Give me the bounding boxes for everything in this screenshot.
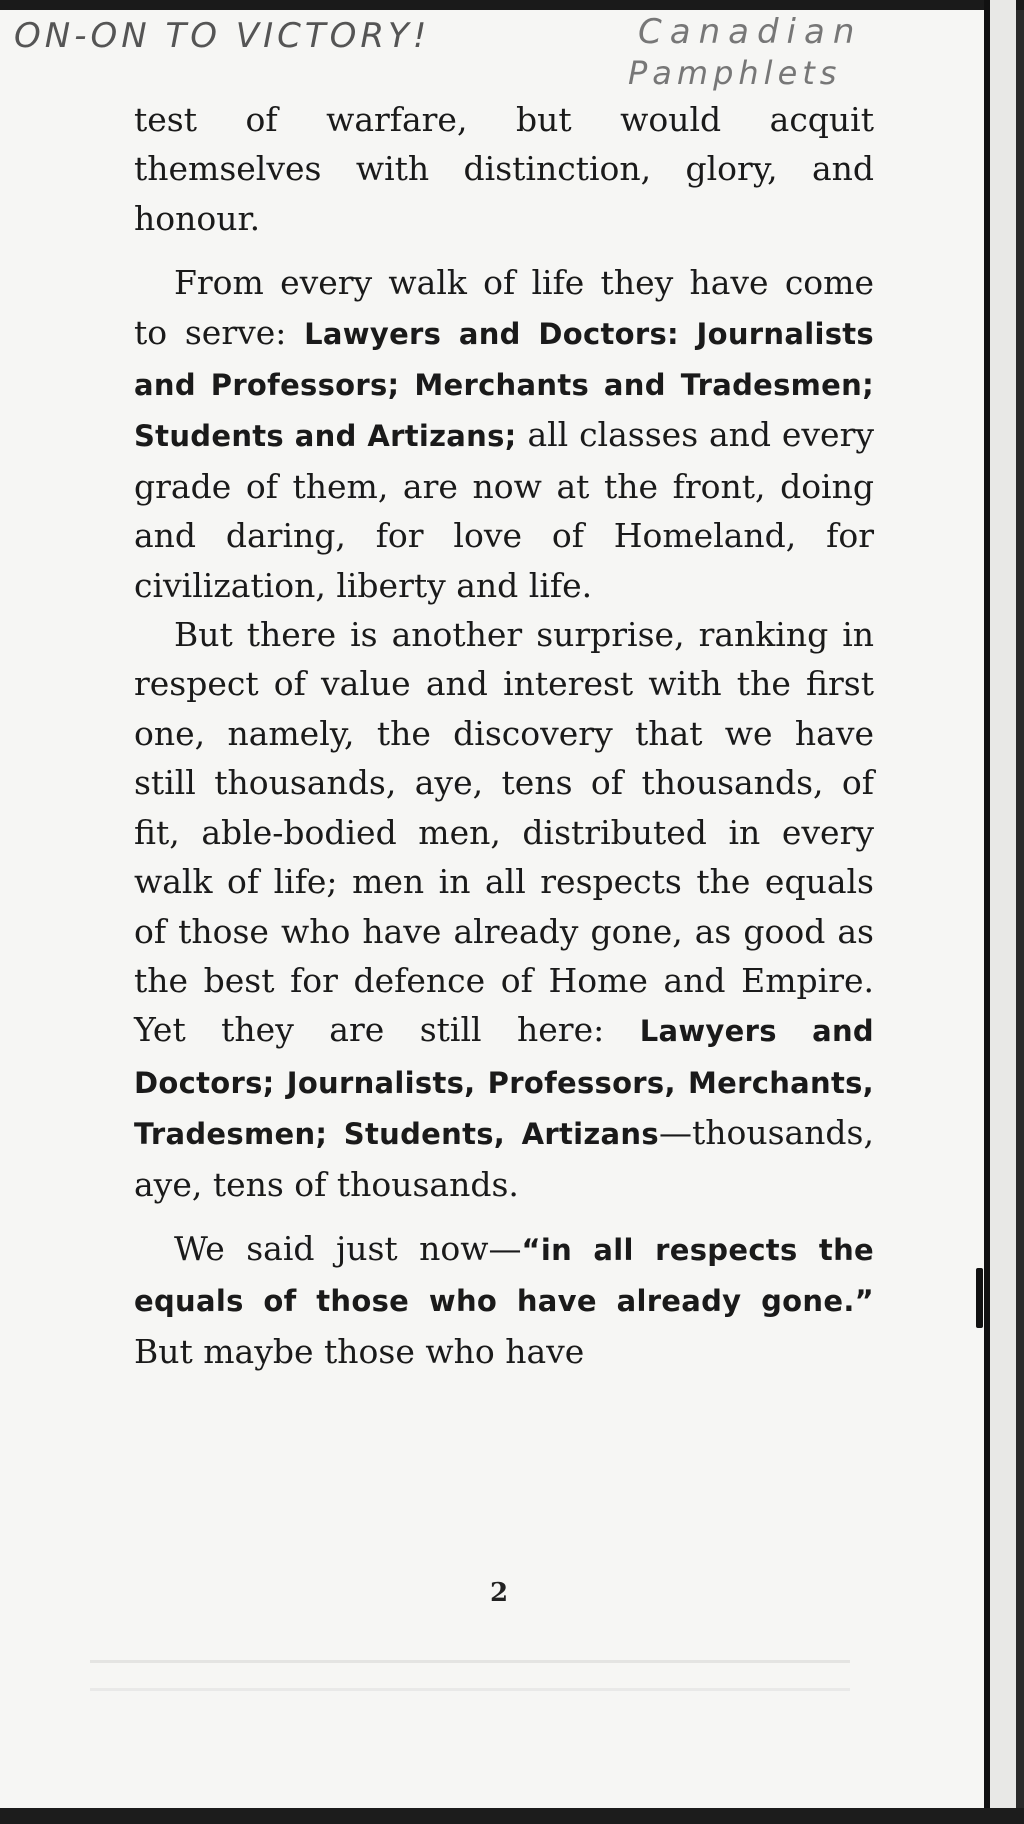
paragraph-1 (134, 95, 874, 243)
handwritten-note-title: ON-ON TO VICTORY! (14, 16, 431, 56)
text-run: test of warfare, but would acquit themselves with distinction, glory, and honour. (134, 100, 874, 238)
paragraph-2 (134, 258, 874, 610)
text-run: But maybe those who have (134, 1331, 585, 1371)
text-run: all classes and every grade of them, are now at the front, doing and daring, for love of Homeland, for civilization, liberty and life. (134, 415, 875, 605)
text-run: —thousands, aye, tens of thousands. (134, 1113, 874, 1204)
scan-edge-top (0, 0, 1024, 10)
bold-text-run: “in all respects the equals of those who have already gone.” (134, 1232, 874, 1319)
bold-text-run: Lawyers and Doctors; Journalists, Professors, Merchants, Tradesmen; Students, Artizans (134, 1014, 874, 1152)
handwritten-note-collection-line2: Pamphlets (628, 54, 842, 92)
paragraph-4 (134, 1224, 874, 1376)
page-number: 2 (490, 1578, 509, 1608)
text-run: We said just now— (174, 1228, 522, 1268)
text-run: But there is another surprise, ranking in respect of value and interest with the first one, namely, the discovery that we have still thousands, aye, tens of thousands, of fit, able-bodied men, distributed in every walk of life; men in all respects the equals of those who have already gone, as good as the best for defence of Home and Empire. Yet they are still here: (134, 615, 874, 1050)
text-run: From every walk of life they have come to serve: (134, 263, 874, 352)
bleed-through-line (90, 1688, 850, 1691)
paragraph-3 (134, 610, 874, 1209)
scan-edge-strip (990, 0, 1016, 1824)
bleed-through-line (90, 1660, 850, 1663)
binding-mark (976, 1268, 983, 1328)
bold-text-run: Lawyers and Doctors: Journalists and Professors; Merchants and Tradesmen; Students and Artizans; (134, 316, 874, 454)
handwritten-note-collection-line1: Canadian (638, 12, 863, 52)
scan-edge-bottom (0, 1808, 1024, 1824)
body-text (134, 95, 874, 1376)
